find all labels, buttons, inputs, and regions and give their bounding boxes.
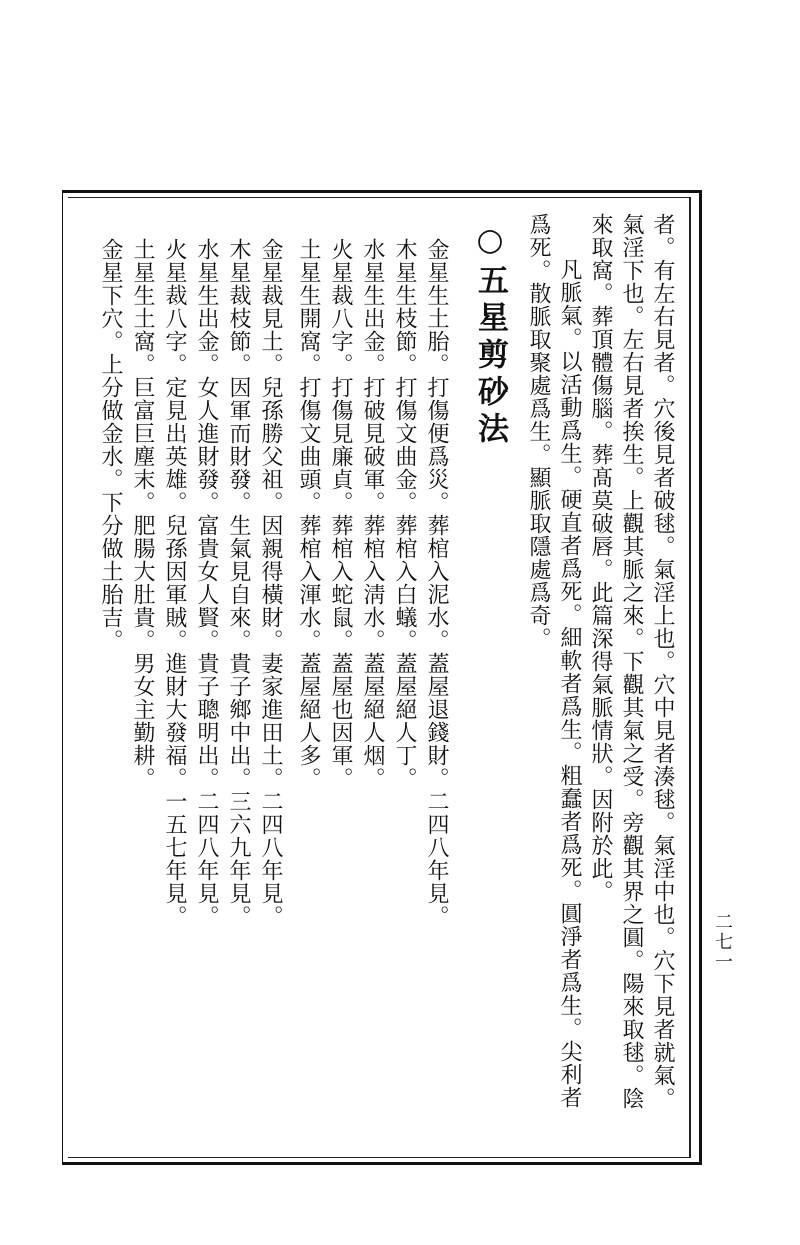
- text-column-continuation-2: 氣淫下也。左右見者挨生。上觀其脈之來。下觀其氣之受。旁觀其界之圓。陽來取毬。陰: [619, 213, 644, 1110]
- text-column-entry-6: 金星裁見土。兒孫勝父祖。因親得橫財。妻家進田土。二四八年見。: [258, 238, 283, 928]
- text-column-continuation-1: 者。有左右見者。穴後見者破毬。氣淫上也。穴中見者湊毬。氣淫中也。穴下見者就氣。: [650, 213, 675, 1110]
- text-column-entry-2: 木星生枝節。打傷文曲金。葬棺入白蟻。蓋屋絕人丁。: [392, 238, 417, 790]
- page-number: 二七一: [712, 912, 733, 972]
- text-column-entry-11: 金星下穴。上分做金水。下分做土胎吉。: [98, 238, 123, 652]
- text-column-entry-1: 金星生土胎。打傷便爲災。葬棺入泥水。蓋屋退錢財。二四八年見。: [424, 238, 449, 928]
- text-column-continuation-3: 來取窩。葬頂體傷腦。葬髙莫破唇。此篇深得氣脈情狀。因附於此。: [588, 213, 613, 903]
- text-column-paragraph-2: 爲死。散脈取聚處爲生。顯脈取隱處爲奇。: [526, 213, 551, 650]
- text-column-entry-9: 火星裁八字。定見出英雄。兒孫因軍賊。進財大發福。一五七年見。: [162, 238, 187, 928]
- text-column-entry-3: 水星生出金。打破見破軍。葬棺入淸水。蓋屋絕人烟。: [360, 238, 385, 790]
- text-column-entry-8: 水星生出金。女人進財發。富貴女人賢。貴子聰明出。二四八年見。: [194, 238, 219, 928]
- text-column-entry-10: 土星生土窩。巨富巨塵末。肥腸大肚貴。男女主勤耕。: [130, 238, 155, 790]
- text-column-entry-5: 土星生開窩。打傷文曲頭。葬棺入渾水。蓋屋絕人多。: [296, 238, 321, 790]
- text-column-entry-7: 木星裁枝節。因軍而財發。生氣見自來。貴子鄉中出。三六九年見。: [226, 238, 251, 928]
- text-column-entry-4: 火星裁八字。打傷見廉貞。葬棺入蛇鼠。蓋屋也因軍。: [328, 238, 353, 790]
- text-column-paragraph-1: 凡脈氣。以活動爲生。硬直者爲死。細軟者爲生。粗蠢者爲死。圓淨者爲生。尖利者: [557, 258, 582, 1109]
- section-title: ○五星剪砂法: [472, 222, 508, 449]
